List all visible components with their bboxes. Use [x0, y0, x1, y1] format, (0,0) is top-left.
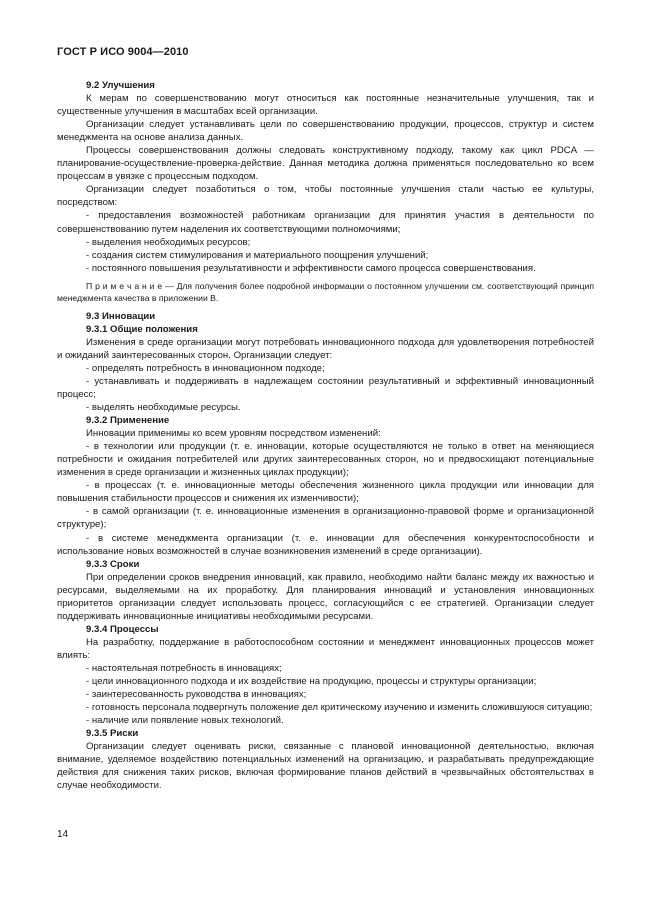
list-item: - устанавливать и поддерживать в надлежащем состоянии результативный и эффективный инновационный процесс; [57, 375, 594, 400]
list-item: - в самой организации (т. е. инновационные изменения в организационно-правовой форме и организационной структуре); [57, 506, 594, 531]
list-item: - в системе менеджмента организации (т. е. инновации для обеспечения конкурентоспособности и использование новых возможностей в случае возникновения изменений в среде организации). [57, 532, 594, 557]
list-item: - наличие или появление новых технологий. [86, 715, 284, 727]
note-label: П р и м е ч а н и е [86, 280, 163, 291]
body-paragraph: Изменения в среде организации могут потребовать инновационного подхода для удовлетворения потребностей и ожиданий заинтересованных сторон. Организации следует: [57, 336, 594, 361]
section-heading: 9.3.5 Риски [86, 728, 139, 740]
list-item: - выделения необходимых ресурсов; [86, 236, 251, 248]
section-heading: 9.3.4 Процессы [86, 623, 159, 635]
list-item: - определять потребность в инновационном подходе; [86, 362, 325, 374]
section-heading: 9.3.3 Сроки [86, 558, 140, 570]
body-paragraph: Инновации применимы ко всем уровням посредством изменений: [86, 428, 381, 440]
body-paragraph: На разработку, поддержание в работоспособном состоянии и менеджмент инновационных процессов может влиять: [57, 636, 594, 661]
list-item: - создания систем стимулирования и материального поощрения улучшений; [86, 249, 429, 261]
list-item: - постоянного повышения результативности и эффективности самого процесса совершенствования. [86, 262, 536, 274]
list-item: - в процессах (т. е. инновационные методы обеспечения жизненного цикла продукции или инновации для повышения стабильности процессов и снижения их изменчивости); [57, 480, 594, 505]
section-heading: 9.2 Улучшения [86, 80, 155, 91]
list-item: - заинтересованность руководства в инновациях; [86, 689, 307, 701]
body-paragraph: К мерам по совершенствованию могут относиться как постоянные незначительные улучшения, так и существенные улучшения в масштабах всей организации. [57, 93, 594, 118]
note-text: — Для получения более подробной информации о постоянном улучшении см. соответствующий принцип менеджмента качества в приложении В. [57, 280, 595, 303]
body-paragraph: Организации следует оценивать риски, связанные с плановой инновационной деятельностью, включая внимание, уделяемое воздействию потенциальных изменений на организацию, и разрабатывать предупреждающие действия для снижения таких рисков, включая формирование планов действий в чрезвычайных обстоятельствах в случае необходимости. [57, 741, 594, 792]
body-paragraph: Организации следует позаботиться о том, чтобы постоянные улучшения стали частью ее культуры, посредством: [57, 184, 594, 209]
section-heading: 9.3.1 Общие положения [86, 323, 198, 335]
list-item: - выделять необходимые ресурсы. [86, 402, 241, 414]
list-item: - предоставления возможностей работникам организации для принятия участия в деятельности по совершенствованию путем наделения их соответствующими полномочиями; [57, 210, 594, 235]
body-paragraph: При определении сроков внедрения инноваций, как правило, необходимо найти баланс между их важностью и ресурсами, выделяемыми на их проработку. Для планирования инноваций и установления инновационных приоритетов организации следует использовать процесс, согласующийся с ее стратегией. Организации следует поддерживать инновационные инициативы необходимыми ресурсами. [57, 571, 594, 622]
note-paragraph [57, 280, 594, 304]
document-header: ГОСТ Р ИСО 9004—2010 [57, 46, 189, 58]
list-item: - цели инновационного подхода и их воздействие на продукцию, процессы и структуры организации; [86, 676, 537, 688]
body-paragraph: Процессы совершенствования должны следовать конструктивному подходу, такому как цикл PDCA — планирование-осуществление-проверка-действие. Данная методика должна применяться последовательно ко всем процессам в увязке с процессным подходом. [57, 145, 594, 183]
list-item: - настоятельная потребность в инновациях; [86, 662, 282, 674]
document-body [57, 79, 594, 792]
section-heading: 9.3 Инновации [86, 310, 156, 322]
list-item: - готовность персонала подвергнуть положение дел критическому изучению и изменить сложившуюся ситуацию; [86, 702, 593, 714]
page-number: 14 [57, 829, 69, 840]
list-item: - в технологии или продукции (т. е. инновации, которые осуществляются не только в ответ на меняющиеся потребности и ожидания потребителей или других заинтересованных сторон, но и предвосхищают потенциальные изменения в среде организации и жизненных циклах продукции); [57, 441, 594, 479]
body-paragraph: Организации следует устанавливать цели по совершенствованию продукции, процессов, структур и систем менеджмента на основе анализа данных. [57, 119, 594, 144]
section-heading: 9.3.2 Применение [86, 415, 170, 427]
